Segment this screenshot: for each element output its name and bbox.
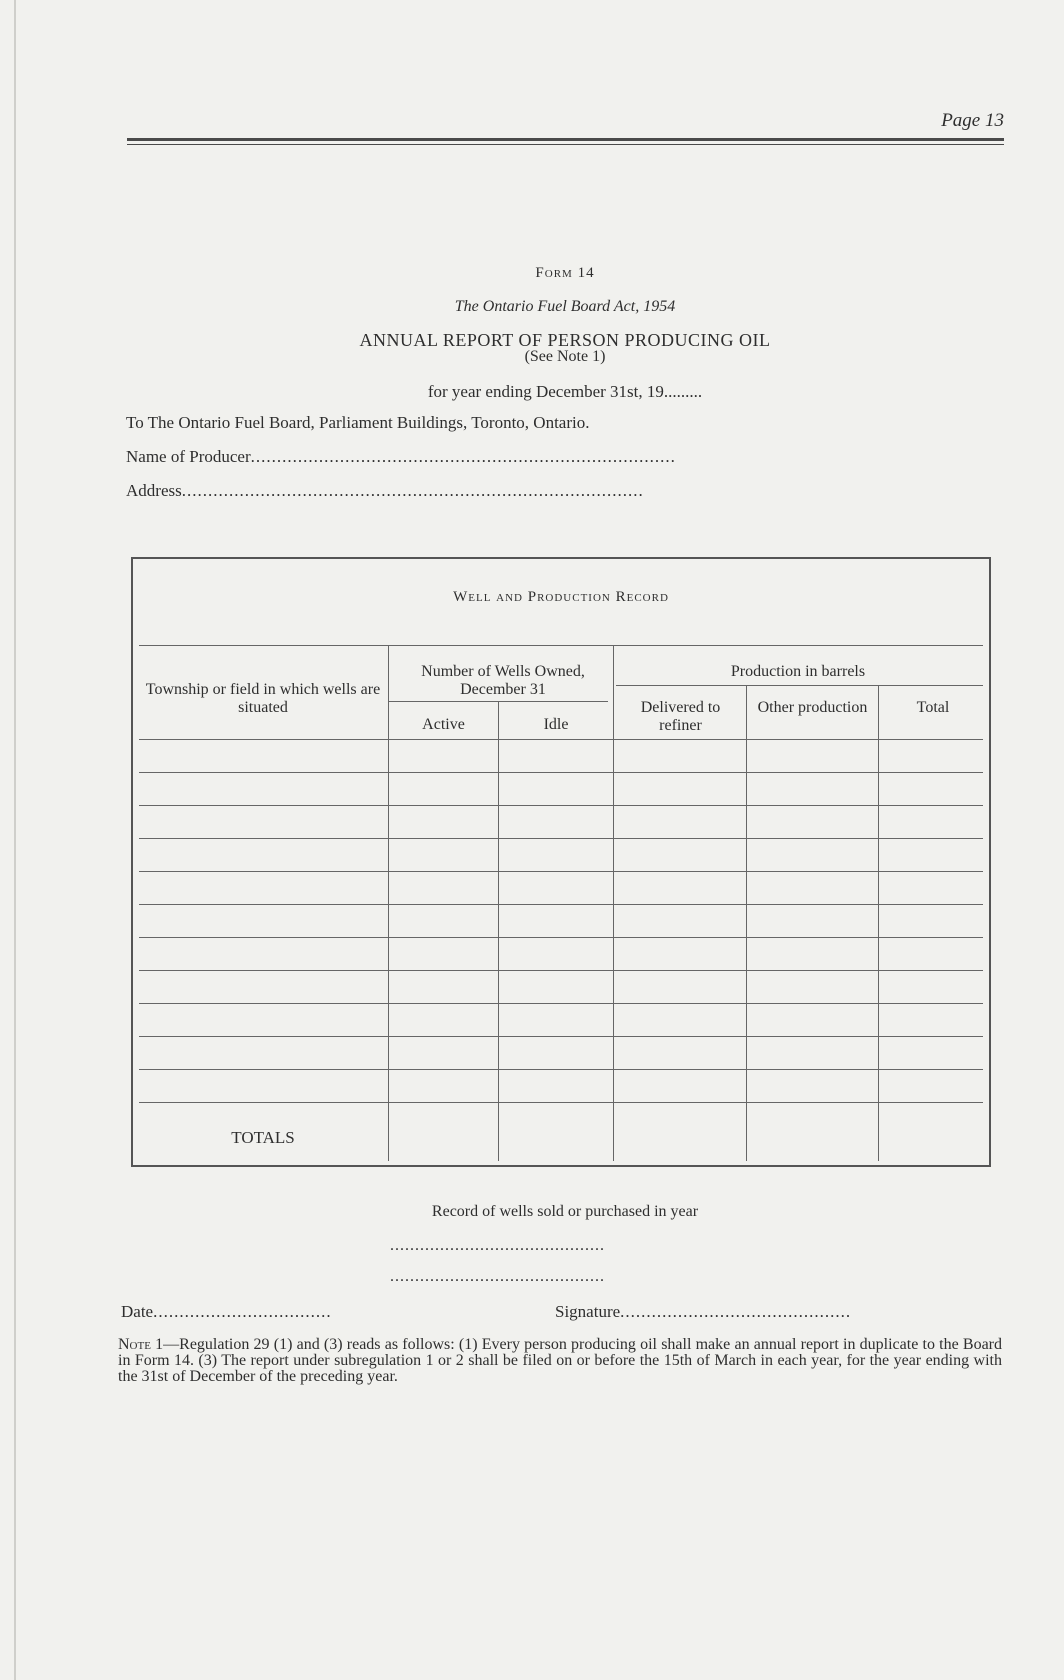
header-wells-group: Number of Wells Owned, December 31 [421, 663, 585, 698]
col-divider-3 [613, 645, 614, 1161]
table-row-rule [139, 1036, 983, 1037]
date-label: Date [121, 1302, 154, 1321]
totals-label: TOTALS [231, 1128, 295, 1147]
signature-dots: ............................................ [620, 1302, 852, 1321]
signature-label: Signature [555, 1302, 621, 1321]
header-idle: Idle [543, 716, 569, 733]
date-field[interactable] [121, 1302, 332, 1322]
table-row-rule [139, 871, 983, 872]
table-row-rule [139, 838, 983, 839]
note-lead: Note 1 [118, 1336, 164, 1353]
page-edge-shadow [14, 0, 16, 1680]
col-divider-5 [878, 685, 879, 1161]
col-divider-4 [746, 685, 747, 1161]
signature-field[interactable] [555, 1302, 851, 1322]
well-production-table [131, 557, 991, 1167]
addressee-line: To The Ontario Fuel Board, Parliament Buildings, Toronto, Ontario. [126, 413, 590, 432]
table-row-rule [139, 1003, 983, 1004]
table-header-rule [139, 645, 983, 646]
table-row-rule [139, 772, 983, 773]
table-row-rule [139, 805, 983, 806]
table-row-rule [139, 904, 983, 905]
production-subheader-rule [616, 685, 983, 686]
address-label: Address [126, 481, 182, 500]
header-rule-thick [127, 138, 1004, 141]
address-dots: ........................................................................................ [181, 481, 644, 500]
year-ending-line: for year ending December 31st, 19......... [427, 382, 703, 401]
header-other-production: Other production [757, 699, 868, 716]
table-row-rule [139, 1102, 983, 1103]
header-production-group: Production in barrels [730, 663, 866, 680]
see-note: (See Note 1) [524, 348, 606, 365]
address-field[interactable] [126, 481, 644, 501]
form-label: Form 14 [535, 265, 595, 281]
producer-label: Name of Producer [126, 447, 251, 466]
col-divider-1 [388, 645, 389, 1161]
table-row-rule [139, 739, 983, 740]
page-number: Page 13 [941, 110, 1004, 131]
producer-dots: ................................................................................. [250, 447, 676, 466]
form-title: ANNUAL REPORT OF PERSON PRODUCING OIL [359, 330, 771, 350]
date-dots: .................................. [153, 1302, 332, 1321]
header-delivered: Delivered to refiner [640, 699, 721, 734]
table-row-rule [139, 1069, 983, 1070]
header-total: Total [916, 699, 950, 716]
record-wells-label: Record of wells sold or purchased in year [431, 1203, 699, 1220]
col-divider-2 [498, 701, 499, 1161]
note-text: —Regulation 29 (1) and (3) reads as follows: (1) Every person producing oil shall make an annual report in duplicate to the Board in Form 14. (3) The report under subregulation 1 or 2 shall be filed on or before the 15th of March in each year, for the year ending with the 31st of December of the preceding year. [118, 1336, 1003, 1385]
table-title: Well and Production Record [453, 589, 669, 605]
record-entry-line-1[interactable]: ........................................... [390, 1237, 605, 1254]
producer-name-field[interactable] [126, 447, 676, 467]
table-row-rule [139, 970, 983, 971]
header-township: Township or field in which wells are situated [145, 681, 381, 716]
act-title: The Ontario Fuel Board Act, 1954 [454, 298, 676, 315]
record-entry-line-2[interactable]: ........................................... [390, 1268, 605, 1285]
regulation-note [118, 1337, 1002, 1385]
header-active: Active [422, 716, 465, 733]
header-rule-thin [127, 144, 1004, 145]
table-row-rule [139, 937, 983, 938]
